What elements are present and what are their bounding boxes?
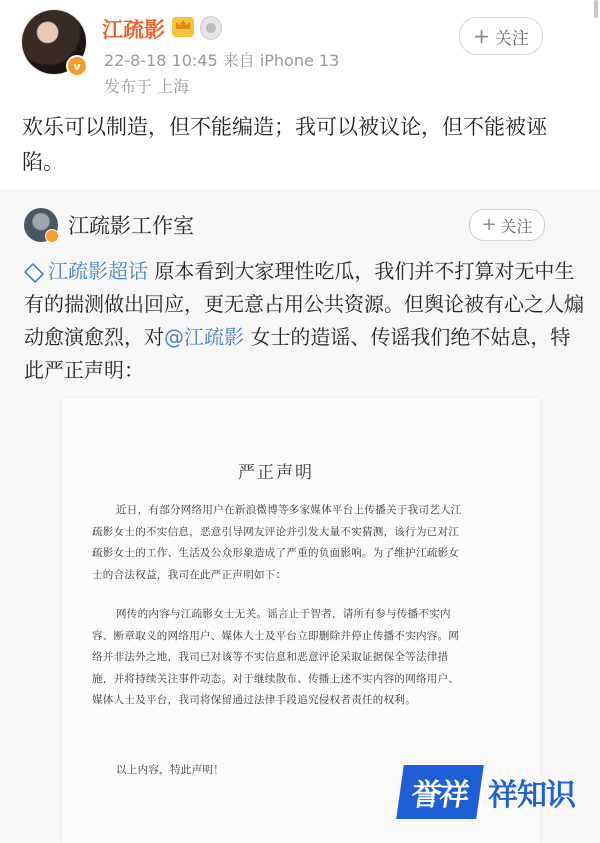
post-time: 22-8-18 10:45 <box>104 51 218 70</box>
follow-label: 关注 <box>500 216 533 236</box>
follow-label: 关注 <box>494 28 529 49</box>
plus-icon: + <box>473 24 490 48</box>
repost-author-name[interactable]: 江疏影工作室 <box>68 214 194 238</box>
follow-button[interactable] <box>459 17 543 55</box>
statement-paragraph: 以上内容，特此声明！ <box>116 764 224 776</box>
topic-icon <box>24 262 44 282</box>
scrollbar[interactable] <box>594 0 598 18</box>
statement-paragraph: 网传的内容与江疏影女士无关。谣言止于智者，请所有参与传播不实内容、断章取义的网络用户、媒体人士及平台立即删除并停止传播不实内容。网络并非法外之地，我司已对该等不实信息和恶意评论采取证据保全等法律措施，并将持续关注事件动态。对于继续散布、传播上述不实内容的网络用户、媒体人士及平台，我司将保留通过法律手段追究侵权者责任的权利。 <box>92 608 460 706</box>
verified-icon: v <box>66 55 88 77</box>
medal-icon <box>200 16 222 40</box>
logo-mark: 誉祥 <box>396 765 484 819</box>
author-name[interactable]: 江疏影 <box>102 18 165 42</box>
mention-link[interactable]: @江疏影 <box>164 325 244 349</box>
post-text: 欢乐可以制造，但不能编造；我可以被议论，但不能被诬陷。 <box>22 115 547 174</box>
repost-follow-button[interactable] <box>469 209 545 241</box>
crown-icon <box>172 17 194 37</box>
logo-text: 祥知识 <box>488 778 575 813</box>
repost-text <box>24 255 584 387</box>
verified-icon <box>45 229 59 243</box>
plus-icon: + <box>481 214 497 235</box>
topic-link[interactable]: 江疏影超话 <box>24 259 148 283</box>
post-source: 来自 iPhone 13 <box>222 51 340 70</box>
post-meta <box>104 48 339 71</box>
watermark-logo <box>400 763 585 821</box>
repost-text-part2: 女士的造谣、传谣我们绝不姑息，特此严正声明： <box>24 325 571 382</box>
repost-text-part1: 原本看到大家理性吃瓜，我们并不打算对无中生有的揣测做出回应，更无意占用公共资源。但舆论被有心之人煽动愈演愈烈，对 <box>24 259 584 349</box>
statement-paragraph: 近日，有部分网络用户在新浪微博等多家媒体平台上传播关于我司艺人江疏影女士的不实信息，恶意引导网友评论并引发大量不实猜测，该行为已对江疏影女士的工作、生活及公众形象造成了严重的负面影响。为了维护江疏影女士的合法权益，我司在此严正声明如下： <box>92 504 462 581</box>
post-location: 发布于 上海 <box>104 77 190 96</box>
statement-title: 严正声明 <box>238 463 314 483</box>
